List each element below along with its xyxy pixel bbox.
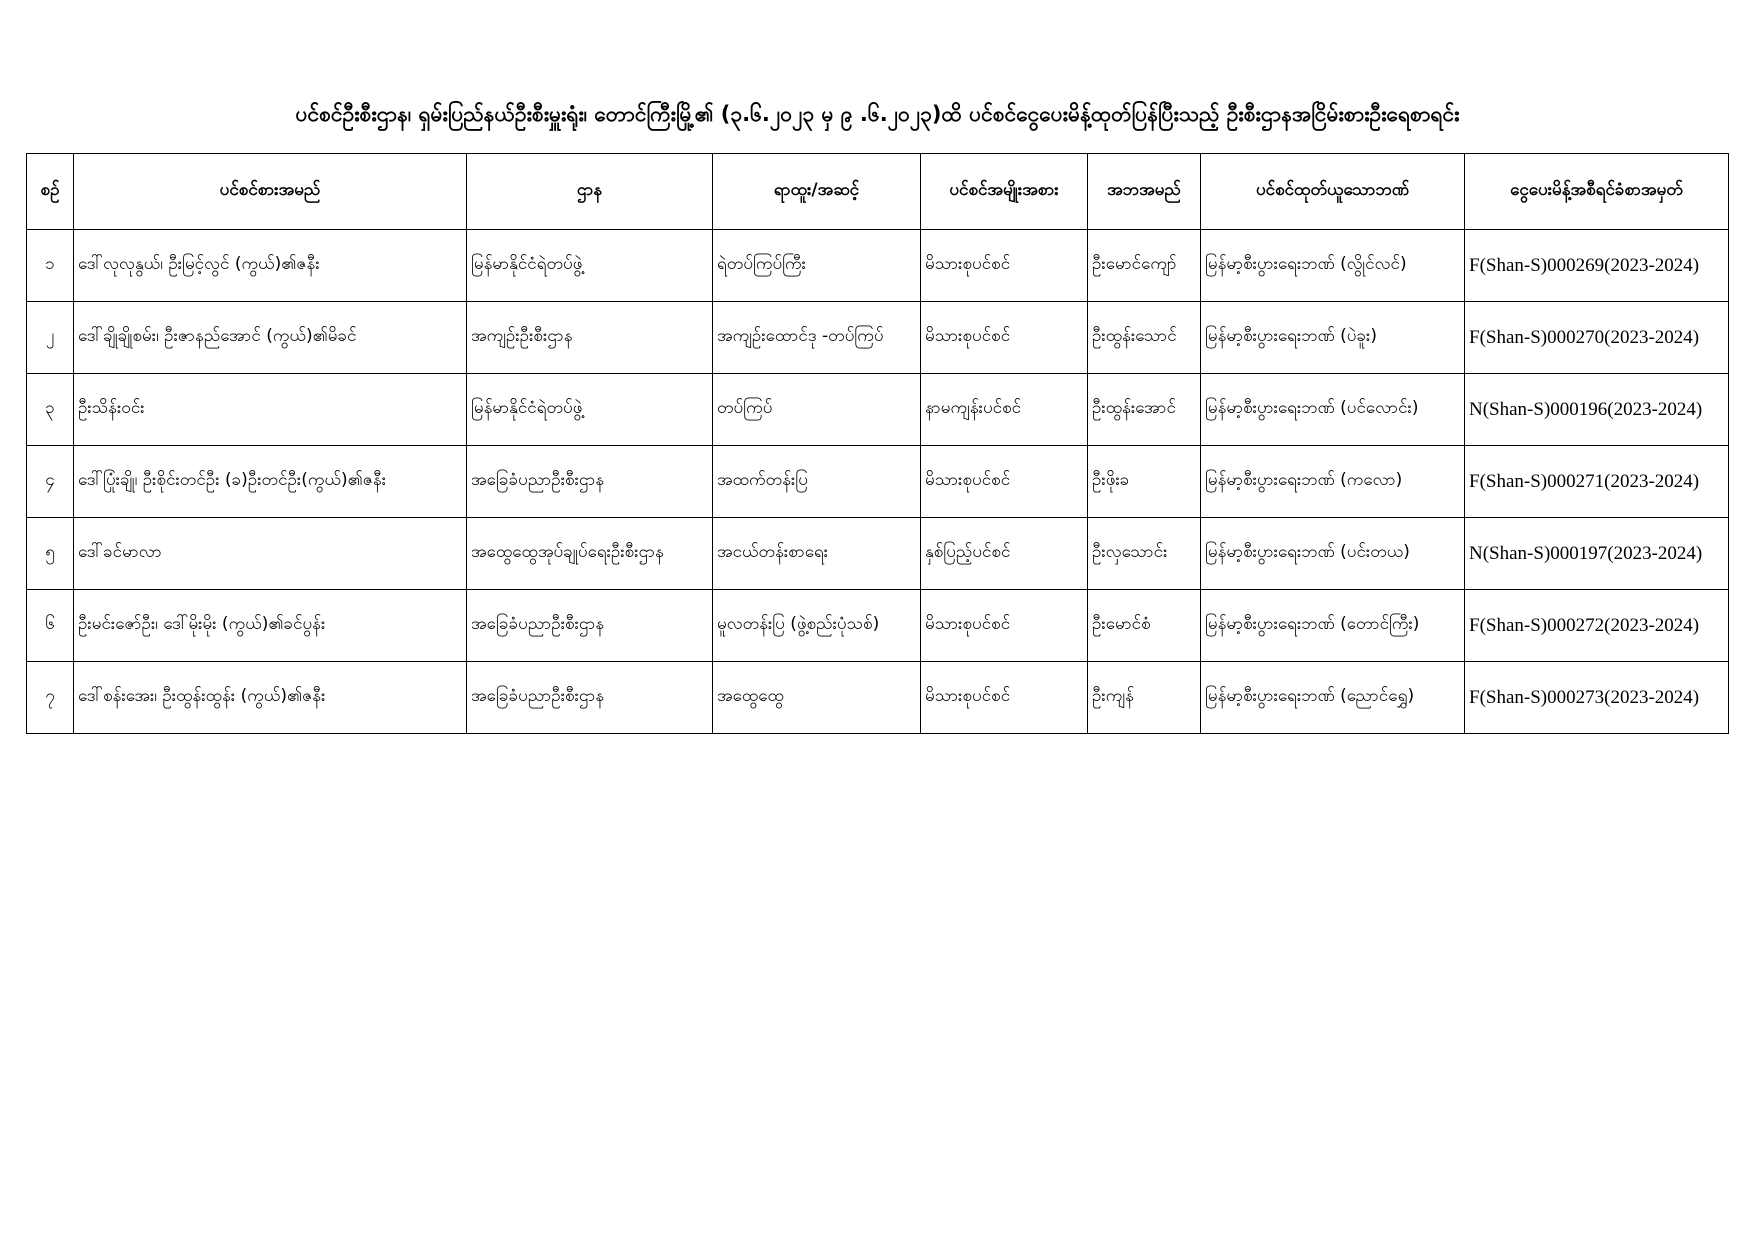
cell-father-name: ဦးမောင်ကျော် [1088,230,1201,302]
cell-pension-type: နှစ်ပြည့်ပင်စင် [921,518,1088,590]
cell-department: အကျဉ်းဦးစီးဌာန [467,302,713,374]
cell-father-name: ဦးထွန်းသောင် [1088,302,1201,374]
cell-serial-no: ၃ [27,374,74,446]
cell-serial-no: ၇ [27,662,74,734]
cell-bank: မြန်မာ့စီးပွားရေးဘဏ် (ပင်းတယ) [1201,518,1465,590]
cell-father-name: ဦးလှသောင်း [1088,518,1201,590]
cell-payment-order-no: F(Shan-S)000271(2023-2024) [1465,446,1729,518]
cell-father-name: ဦးကျန် [1088,662,1201,734]
cell-pension-type: မိသားစုပင်စင် [921,302,1088,374]
header-payment-order-no: ငွေပေးမိန့်အစီရင်ခံစာအမှတ် [1465,154,1729,230]
cell-payment-order-no: N(Shan-S)000196(2023-2024) [1465,374,1729,446]
table-row [27,302,1729,374]
cell-rank: မူလတန်းပြ (ဖွဲ့စည်းပုံသစ်) [713,590,921,662]
cell-pension-type: မိသားစုပင်စင် [921,446,1088,518]
cell-bank: မြန်မာ့စီးပွားရေးဘဏ် (ညောင်ရွှေ) [1201,662,1465,734]
cell-rank: အထက်တန်းပြ [713,446,921,518]
header-serial-no: စဉ် [27,154,74,230]
cell-serial-no: ၁ [27,230,74,302]
header-pensioner-name: ပင်စင်စားအမည် [74,154,467,230]
cell-rank: အထွေထွေ [713,662,921,734]
header-department: ဌာန [467,154,713,230]
cell-father-name: ဦးထွန်းအောင် [1088,374,1201,446]
cell-payment-order-no: F(Shan-S)000269(2023-2024) [1465,230,1729,302]
cell-pension-type: မိသားစုပင်စင် [921,230,1088,302]
cell-rank: တပ်ကြပ် [713,374,921,446]
table-row [27,446,1729,518]
page-title: ပင်စင်ဦးစီးဌာန၊ ရှမ်းပြည်နယ်ဦးစီးမှူးရုံး၊ တောင်ကြီးမြို့၏ (၃.၆.၂၀၂၃ မှ ၉ .၆.၂၀၂၃)ထိ ပင်စင်ငွေပေးမိန့်ထုတ်ပြန်ပြီးသည့် ဦးစီးဌာနအငြိမ်းစားဦးရေစာရင်း [295,102,1460,126]
pensioner-table [26,153,1729,734]
cell-department: အထွေထွေအုပ်ချုပ်ရေးဦးစီးဌာန [467,518,713,590]
header-pension-type: ပင်စင်အမျိုးအစား [921,154,1088,230]
cell-department: မြန်မာနိုင်ငံရဲတပ်ဖွဲ့ [467,230,713,302]
cell-bank: မြန်မာ့စီးပွားရေးဘဏ် (လွိုင်လင်) [1201,230,1465,302]
table-row [27,518,1729,590]
header-bank: ပင်စင်ထုတ်ယူသောဘဏ် [1201,154,1465,230]
cell-pensioner-name: ဒေါ်ချိုချိုစမ်း၊ ဦးဇာနည်အောင် (ကွယ်)၏မိခင် [74,302,467,374]
cell-bank: မြန်မာ့စီးပွားရေးဘဏ် (တောင်ကြီး) [1201,590,1465,662]
cell-payment-order-no: F(Shan-S)000273(2023-2024) [1465,662,1729,734]
cell-father-name: ဦးဖိုးခ [1088,446,1201,518]
cell-serial-no: ၂ [27,302,74,374]
cell-pensioner-name: ဦးမင်းဇော်ဦး၊ ဒေါ်မိုးမိုး (ကွယ်)၏ခင်ပွန်း [74,590,467,662]
cell-rank: အငယ်တန်းစာရေး [713,518,921,590]
header-father-name: အဘအမည် [1088,154,1201,230]
cell-bank: မြန်မာ့စီးပွားရေးဘဏ် (ကလော) [1201,446,1465,518]
table-header-row [27,154,1729,230]
table-row [27,374,1729,446]
cell-serial-no: ၅ [27,518,74,590]
table-row [27,590,1729,662]
cell-bank: မြန်မာ့စီးပွားရေးဘဏ် (ပဲခူး) [1201,302,1465,374]
cell-pensioner-name: ဦးသိန်းဝင်း [74,374,467,446]
table-row [27,230,1729,302]
cell-serial-no: ၄ [27,446,74,518]
cell-payment-order-no: F(Shan-S)000272(2023-2024) [1465,590,1729,662]
cell-pensioner-name: ဒေါ်ပြုံးချို၊ ဦးစိုင်းတင်ဦး (ခ)ဦးတင်ဦး(ကွယ်)၏ဇနီး [74,446,467,518]
cell-department: အခြေခံပညာဦးစီးဌာန [467,662,713,734]
cell-rank: အကျဉ်းထောင်ဒု -တပ်ကြပ် [713,302,921,374]
header-rank: ရာထူး/အဆင့် [713,154,921,230]
cell-department: အခြေခံပညာဦးစီးဌာန [467,590,713,662]
cell-department: အခြေခံပညာဦးစီးဌာန [467,446,713,518]
cell-pensioner-name: ဒေါ်စန်းအေး၊ ဦးထွန်းထွန်း (ကွယ်)၏ဇနီး [74,662,467,734]
cell-pensioner-name: ဒေါ်လုလုနွယ်၊ ဦးမြင့်လွင် (ကွယ်)၏ဇနီး [74,230,467,302]
cell-pension-type: မိသားစုပင်စင် [921,662,1088,734]
cell-payment-order-no: N(Shan-S)000197(2023-2024) [1465,518,1729,590]
cell-payment-order-no: F(Shan-S)000270(2023-2024) [1465,302,1729,374]
cell-serial-no: ၆ [27,590,74,662]
cell-bank: မြန်မာ့စီးပွားရေးဘဏ် (ပင်လောင်း) [1201,374,1465,446]
cell-pensioner-name: ဒေါ်ခင်မာလာ [74,518,467,590]
table-row [27,662,1729,734]
cell-pension-type: မိသားစုပင်စင် [921,590,1088,662]
cell-department: မြန်မာနိုင်ငံရဲတပ်ဖွဲ့ [467,374,713,446]
cell-father-name: ဦးမောင်စံ [1088,590,1201,662]
cell-rank: ရဲတပ်ကြပ်ကြီး [713,230,921,302]
cell-pension-type: နာမကျန်းပင်စင် [921,374,1088,446]
